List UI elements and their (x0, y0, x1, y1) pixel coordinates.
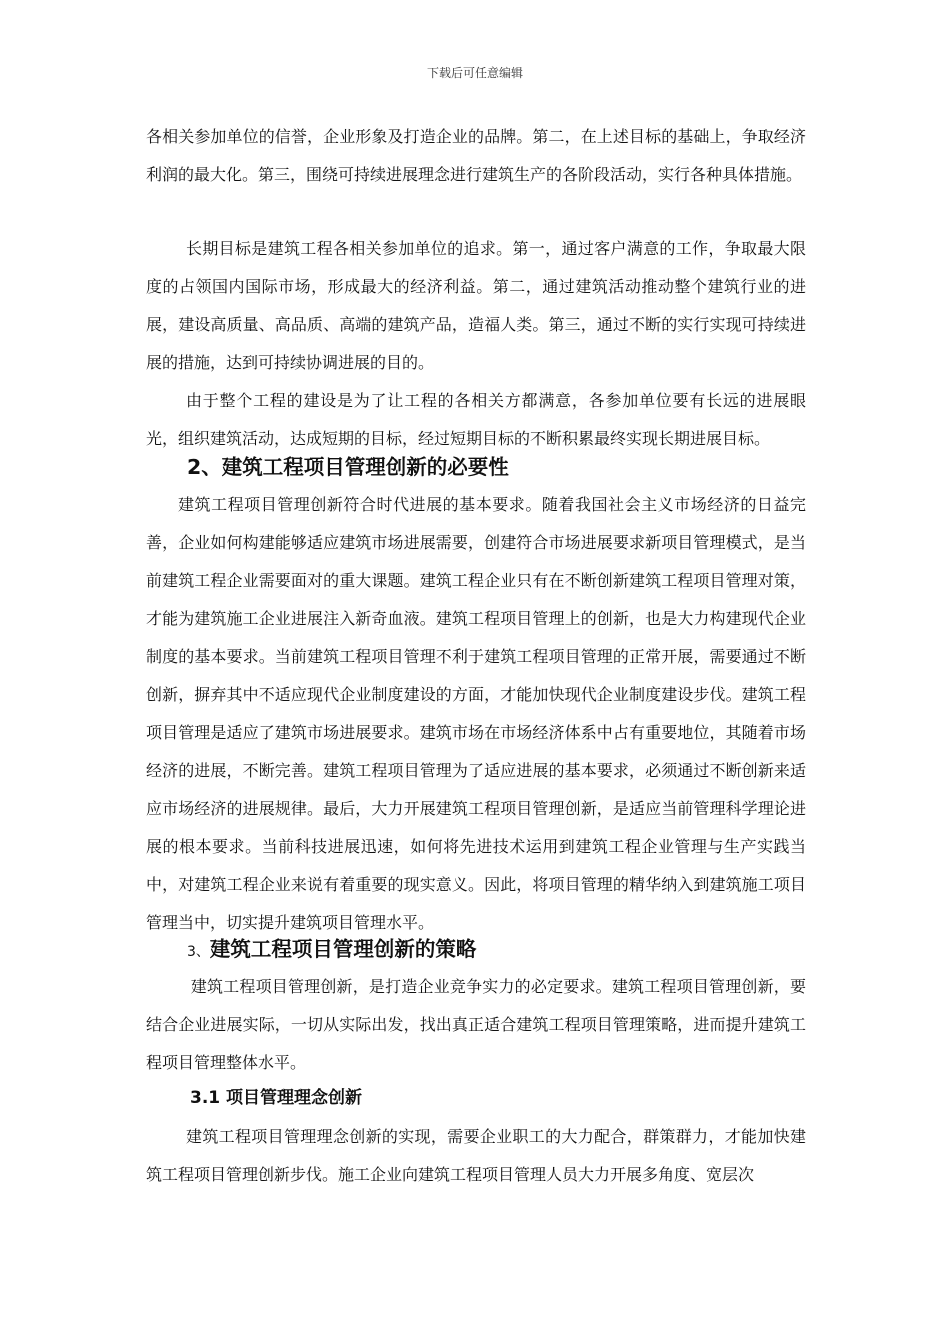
page-header: 下载后可任意编辑 (426, 66, 523, 80)
section-heading-text: 建筑工程项目管理创新的策略 (209, 937, 477, 961)
paragraph-strategy: 建筑工程项目管理创新，是打造企业竞争实力的必定要求。建筑工程项目管理创新，要结合企业进展实际，一切从实际出发，找出真正适合建筑工程项目管理策略，进而提升建筑工程项目管理整体水平。 (146, 977, 806, 1072)
paragraph-necessity: 建筑工程项目管理创新符合时代进展的基本要求。随着我国社会主义市场经济的日益完善，企业如何构建能够适应建筑市场进展需要，创建符合市场进展要求新项目管理模式，是当前建筑工程企业需要面对的重大课题。建筑工程企业只有在不断创新建筑工程项目管理对策，才能为建筑施工企业进展注入新奇血液。建筑工程项目管理上的创新，也是大力构建现代企业制度的基本要求。当前建筑工程项目管理不利于建筑工程项目管理的正常开展，需要通过不断创新，摒弃其中不适应现代企业制度建设的方面，才能加快现代企业制度建设步伐。建筑工程项目管理是适应了建筑市场进展要求。建筑市场在市场经济体系中占有重要地位，其随着市场经济的进展，不断完善。建筑工程项目管理为了适应进展的基本要求，必须通过不断创新来适应市场经济的进展规律。最后，大力开展建筑工程项目管理创新，是适应当前管理科学理论进展的根本要求。当前科技进展迅速，如何将先进技术运用到建筑工程企业管理与生产实践当中，对建筑工程企业来说有着重要的现实意义。因此，将项目管理的精华纳入到建筑施工项目管理当中，切实提升建筑项目管理水平。 (146, 495, 806, 932)
paragraph-short-term-goals: 各相关参加单位的信誉，企业形象及打造企业的品牌。第二，在上述目标的基础上，争取经济利润的最大化。第三，围绕可持续进展理念进行建筑生产的各阶段活动，实行各种具体措施。 (146, 127, 806, 184)
paragraph-goal-accumulation: 由于整个工程的建设是为了让工程的各相关方都满意，各参加单位要有长远的进展眼光，组织建筑活动，达成短期的目标，经过短期目标的不断积累最终实现长期进展目标。 (146, 391, 806, 448)
section-number: 3、 (187, 944, 210, 960)
section-heading-necessity: 2、建筑工程项目管理创新的必要性 (187, 455, 509, 479)
paragraph-long-term-goals: 长期目标是建筑工程各相关参加单位的追求。第一，通过客户满意的工作，争取最大限度的占领国内国际市场，形成最大的经济利益。第二，通过建筑活动推动整个建筑行业的进展，建设高质量、高品质、高端的建筑产品，造福人类。第三，通过不断的实行实现可持续进展的措施，达到可持续协调进展的目的。 (146, 239, 806, 372)
paragraph-concept: 建筑工程项目管理理念创新的实现，需要企业职工的大力配合，群策群力，才能加快建筑工程项目管理创新步伐。施工企业向建筑工程项目管理人员大力开展多角度、宽层次 (146, 1127, 806, 1184)
section-heading-strategy (187, 934, 476, 967)
subsection-heading-concept: 3.1 项目管理理念创新 (190, 1088, 363, 1108)
